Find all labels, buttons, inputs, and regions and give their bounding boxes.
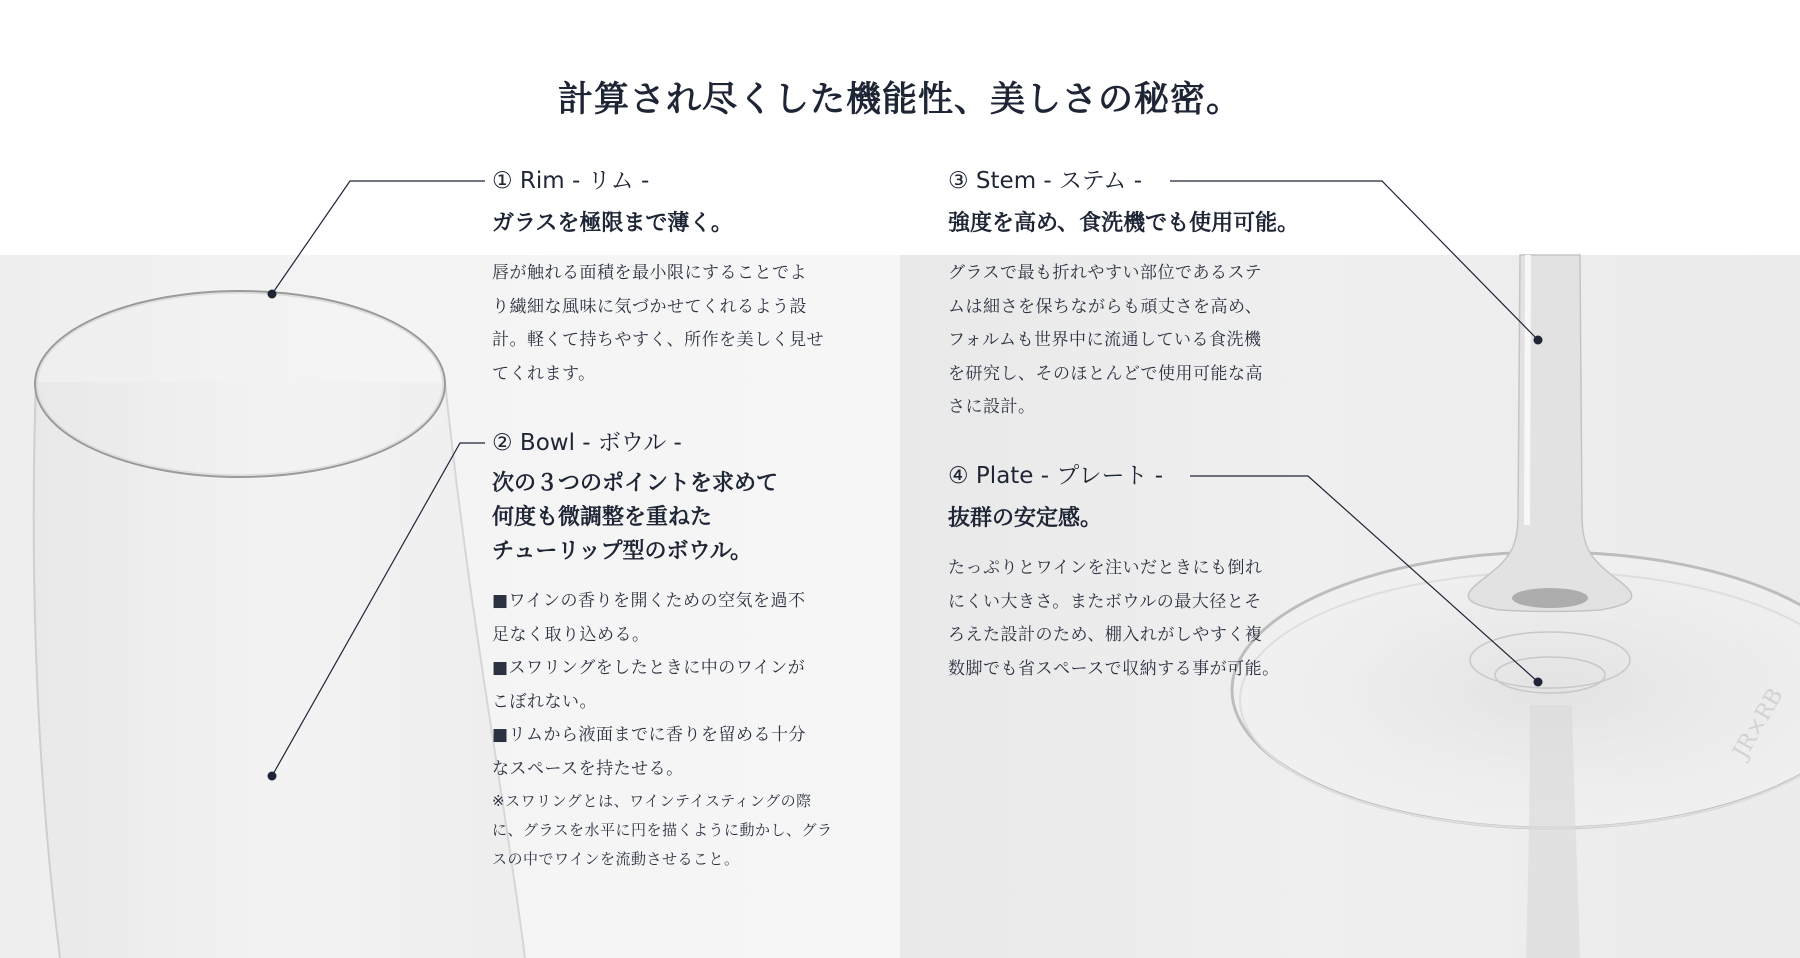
body-line: り繊細な風味に気づかせてくれるよう設 <box>492 296 807 317</box>
feature-tagline: ガラスを極限まで薄く。 <box>492 211 733 236</box>
bullet-line: ■ワインの香りを開くための空気を過不 <box>492 591 806 611</box>
body-line: さに設計。 <box>948 397 1036 417</box>
feature-tagline: 抜群の安定感。 <box>948 506 1103 531</box>
stem-pointer-dot <box>1534 336 1543 345</box>
feature-body <box>492 257 872 391</box>
body-line: 数脚でも省スペースで収納する事が可能。 <box>948 658 1280 679</box>
body-line: ムは細さを保ちながらも頑丈さを高め、 <box>948 296 1263 317</box>
feature-tagline: 強度を高め、食洗機でも使用可能。 <box>948 211 1300 236</box>
feature-heading: ② Bowl - ボウル - <box>492 430 682 456</box>
feature-bullets <box>492 585 882 786</box>
tagline-line: 何度も微調整を重ねた <box>492 505 713 530</box>
feature-stem <box>948 166 1348 425</box>
feature-note <box>492 788 882 873</box>
body-line: にくい大きさ。またボウルの最大径とそ <box>948 591 1262 612</box>
bowl-pointer-dot <box>268 772 277 781</box>
wine-glass-bowl-icon <box>34 291 525 958</box>
feature-bowl <box>492 428 882 873</box>
body-line: グラスで最も折れやすい部位であるステ <box>948 263 1263 283</box>
feature-body <box>948 257 1348 425</box>
body-line: を研究し、そのほとんどで使用可能な高 <box>948 363 1263 384</box>
body-line: ろえた設計のため、棚入れがしやすく複 <box>948 625 1263 645</box>
bullet-line: ■スワリングをしたときに中のワインが <box>492 658 806 678</box>
bullet-line: なスペースを持たせる。 <box>492 758 684 779</box>
feature-body <box>948 552 1348 686</box>
body-line: 唇が触れる面積を最小限にすることでよ <box>492 263 807 283</box>
feature-heading: ④ Plate - プレート - <box>948 463 1164 489</box>
note-line: ※スワリングとは、ワインテイスティングの際 <box>492 792 812 810</box>
rim-pointer-dot <box>268 290 277 299</box>
body-line: たっぷりとワインを注いだときにも倒れ <box>948 558 1263 578</box>
tagline-line: 次の３つのポイントを求めて <box>492 471 779 496</box>
rim-leader-line <box>272 181 485 294</box>
feature-plate <box>948 461 1348 686</box>
feature-rim <box>492 166 872 391</box>
bullet-line: こぼれない。 <box>492 691 597 712</box>
note-line: スの中でワインを流動させること。 <box>492 850 740 868</box>
tagline-line: チューリップ型のボウル。 <box>492 539 753 564</box>
bullet-line: 足なく取り込める。 <box>492 624 650 645</box>
page-title: 計算され尽くした機能性、美しさの秘密。 <box>557 79 1242 120</box>
feature-heading: ③ Stem - ステム - <box>948 168 1143 194</box>
bullet-line: ■リムから液面までに香りを留める十分 <box>492 725 807 745</box>
body-line: てくれます。 <box>492 363 596 384</box>
feature-heading: ① Rim - リム - <box>492 168 650 194</box>
feature-tagline <box>492 467 882 569</box>
note-line: に、グラスを水平に円を描くように動かし、グラ <box>492 821 833 839</box>
body-line: 計。軽くて持ちやすく、所作を美しく見せ <box>492 330 825 350</box>
body-line: フォルムも世界中に流通している食洗機 <box>948 330 1262 350</box>
engraving-mark: JR×RB <box>1728 684 1789 763</box>
plate-pointer-dot <box>1534 678 1543 687</box>
